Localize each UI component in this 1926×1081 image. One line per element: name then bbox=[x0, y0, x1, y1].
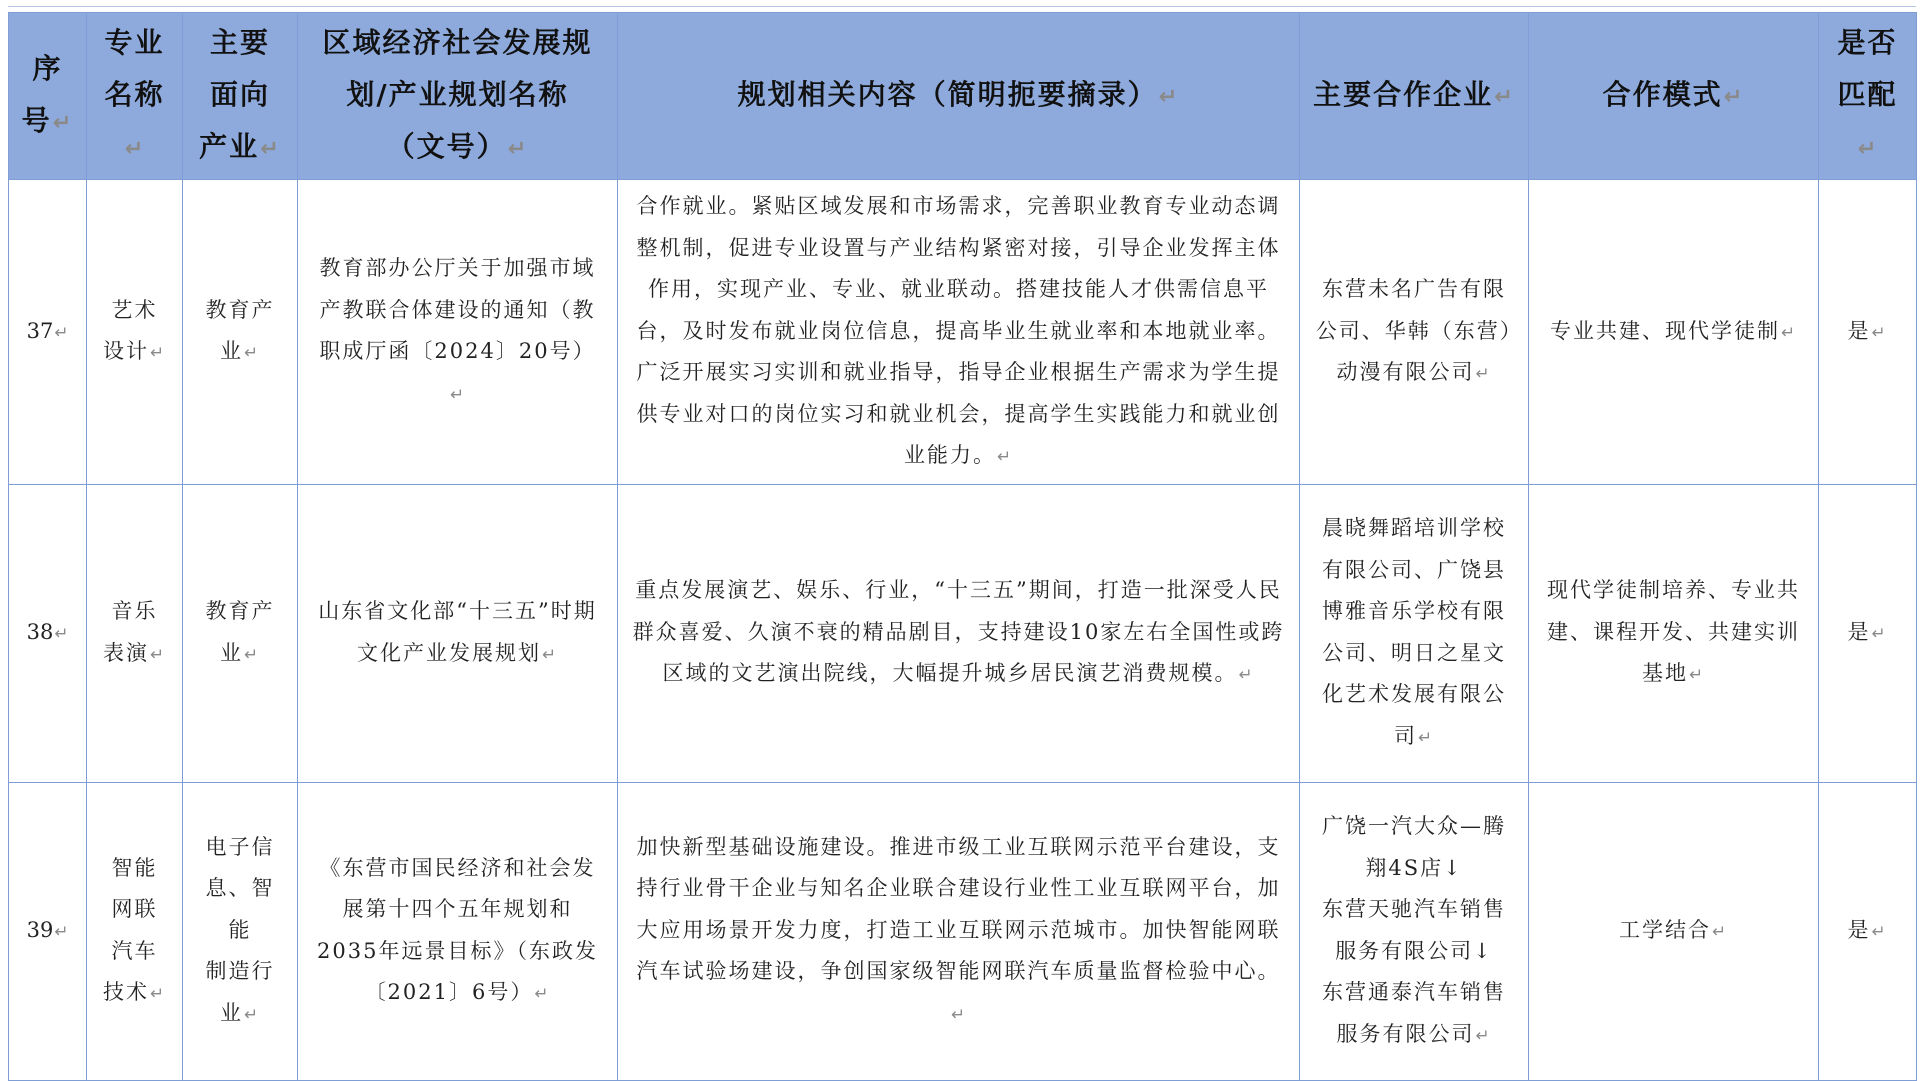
major-cell bbox=[87, 484, 183, 782]
plan-name: 《东营市国民经济和社会发展第十四个五年规划和2035年远景目标》（东政发〔2021〕6号） bbox=[317, 855, 598, 1004]
plan-name: 教育部办公厅关于加强市域产教联合体建设的通知（教职成厅函〔2024〕20号） bbox=[319, 256, 596, 364]
partners: 晨晓舞蹈培训学校有限公司、广饶县博雅音乐学校有限公司、明日之星文化艺术发展有限公司 bbox=[1322, 516, 1506, 748]
paragraph-mark-icon: ↵ bbox=[149, 983, 167, 1003]
mode-cell bbox=[1529, 484, 1819, 782]
industry-name: 电子信 息、智能 制造行 业 bbox=[205, 834, 275, 1025]
partners-cell bbox=[1300, 782, 1529, 1080]
paragraph-mark-icon: ↵ bbox=[54, 920, 69, 941]
match-value: 是 bbox=[1847, 619, 1871, 644]
paragraph-mark-icon: ↵ bbox=[1475, 363, 1492, 383]
planning-match-table bbox=[8, 12, 1917, 1081]
mode-cell bbox=[1529, 180, 1819, 485]
header-no-label: 序 号 bbox=[21, 52, 63, 137]
table-row bbox=[9, 484, 1917, 782]
table-row bbox=[9, 782, 1917, 1080]
plan-name-cell bbox=[298, 484, 618, 782]
partners-cell bbox=[1300, 180, 1529, 485]
industry-cell bbox=[183, 180, 298, 485]
match-value: 是 bbox=[1847, 318, 1871, 343]
paragraph-mark-icon: ↵ bbox=[243, 1003, 261, 1024]
header-plan-content bbox=[618, 13, 1300, 180]
plan-content: 加快新型基础设施建设。推进市级工业互联网示范平台建设，支持行业骨干企业与知名企业联合建设行业性工业互联网平台，加大应用场景开发力度，打造工业互联网示范城市。加快智能网联汽车试验场建设，争创国家级智能网联汽车质量监督检验中心。 bbox=[636, 834, 1281, 984]
header-match bbox=[1819, 13, 1917, 180]
industry-name: 教育产 业 bbox=[205, 297, 275, 364]
paragraph-mark-icon: ↵ bbox=[1871, 321, 1888, 342]
header-no bbox=[9, 13, 87, 180]
partners-cell bbox=[1300, 484, 1529, 782]
paragraph-mark-icon: ↵ bbox=[54, 622, 69, 643]
paragraph-mark-icon: ↵ bbox=[541, 643, 559, 664]
header-partners-label: 主要合作企业 bbox=[1313, 78, 1494, 111]
header-match-label: 是否 匹配 bbox=[1837, 26, 1898, 111]
row-no: 37 bbox=[26, 318, 54, 343]
plan-name: 山东省文化部“十三五”时期文化产业发展规划 bbox=[318, 599, 597, 665]
header-plan-content-label: 规划相关内容（简明扼要摘录） bbox=[737, 78, 1158, 111]
plan-name-cell bbox=[298, 180, 618, 485]
header-industry-label: 主要 面向 产业 bbox=[199, 26, 270, 163]
plan-content: 合作就业。紧贴区域发展和市场需求，完善职业教育专业动态调整机制，促进专业设置与产业结构紧密对接，引导企业发挥主体作用，实现产业、专业、就业联动。搭建技能人才供需信息平台，及时发布就业岗位信息，提高毕业生就业率和本地就业率。广泛开展实习实训和就业指导，指导企业根据生产需求为学生提供专业对口的岗位实习和就业机会，提高学生实践能力和就业创业能力。 bbox=[636, 194, 1281, 467]
plan-content-cell bbox=[618, 782, 1300, 1080]
header-partners bbox=[1300, 13, 1529, 180]
paragraph-mark-icon: ↵ bbox=[243, 342, 261, 363]
plan-content: 重点发展演艺、娱乐、行业，“十三五”期间，打造一批深受人民群众喜爱、久演不衰的精品剧目，支持建设10家左右全国性或跨区域的文艺演出院线，大幅提升城乡居民演艺消费规模。 bbox=[632, 578, 1285, 686]
paragraph-mark-icon: ↵ bbox=[1475, 1024, 1492, 1045]
header-major-label: 专业 名称 bbox=[104, 26, 165, 111]
header-industry bbox=[183, 13, 298, 180]
cooperation-mode: 工学结合 bbox=[1618, 917, 1711, 942]
major-name: 艺术 设计 bbox=[102, 297, 158, 364]
paragraph-mark-icon: ↵ bbox=[507, 136, 529, 162]
paragraph-mark-icon: ↵ bbox=[1780, 321, 1798, 342]
header-major bbox=[87, 13, 183, 180]
header-plan-name bbox=[298, 13, 618, 180]
paragraph-mark-icon: ↵ bbox=[124, 136, 146, 162]
partners: 广饶一汽大众—腾翔4S店↓ 东营天驰汽车销售服务有限公司↓ 东营通泰汽车销售服务有限公司 bbox=[1322, 814, 1506, 1046]
paragraph-mark-icon: ↵ bbox=[950, 1003, 968, 1024]
partners: 东营未名广告有限公司、华韩（东营）动漫有限公司 bbox=[1315, 277, 1513, 384]
match-value: 是 bbox=[1847, 917, 1871, 942]
paragraph-mark-icon: ↵ bbox=[243, 643, 261, 664]
plan-content-cell bbox=[618, 180, 1300, 485]
row-no-cell bbox=[9, 180, 87, 485]
major-name: 音乐 表演 bbox=[102, 599, 158, 665]
paragraph-mark-icon: ↵ bbox=[1158, 84, 1180, 110]
major-cell bbox=[87, 180, 183, 485]
paragraph-mark-icon: ↵ bbox=[52, 110, 74, 136]
header-mode bbox=[1529, 13, 1819, 180]
row-no-cell bbox=[9, 484, 87, 782]
paragraph-mark-icon: ↵ bbox=[1688, 664, 1706, 685]
mode-cell bbox=[1529, 782, 1819, 1080]
paragraph-mark-icon: ↵ bbox=[149, 643, 167, 664]
paragraph-mark-icon: ↵ bbox=[996, 446, 1014, 466]
row-no: 39 bbox=[26, 917, 54, 942]
industry-name: 教育产 业 bbox=[205, 599, 275, 665]
paragraph-mark-icon: ↵ bbox=[54, 321, 69, 342]
paragraph-mark-icon: ↵ bbox=[1417, 726, 1435, 747]
paragraph-mark-icon: ↵ bbox=[1871, 622, 1888, 643]
match-cell bbox=[1819, 782, 1917, 1080]
paragraph-mark-icon: ↵ bbox=[534, 983, 551, 1003]
paragraph-mark-icon: ↵ bbox=[1711, 920, 1729, 941]
table-header-row bbox=[9, 13, 1917, 180]
table-row bbox=[9, 180, 1917, 485]
plan-content-cell bbox=[618, 484, 1300, 782]
cooperation-mode: 专业共建、现代学徒制 bbox=[1549, 318, 1780, 343]
industry-cell bbox=[183, 484, 298, 782]
paragraph-mark-icon: ↵ bbox=[1871, 920, 1888, 941]
match-cell bbox=[1819, 180, 1917, 485]
paragraph-mark-icon: ↵ bbox=[260, 136, 281, 162]
major-cell bbox=[87, 782, 183, 1080]
row-no: 38 bbox=[26, 619, 54, 644]
paragraph-mark-icon: ↵ bbox=[1857, 136, 1879, 162]
paragraph-mark-icon: ↵ bbox=[1723, 84, 1745, 110]
header-plan-name-label: 区域经济社会发展规 划/产业规划名称 （文号） bbox=[322, 26, 593, 163]
plan-name-cell bbox=[298, 782, 618, 1080]
header-mode-label: 合作模式 bbox=[1602, 78, 1723, 111]
row-no-cell bbox=[9, 782, 87, 1080]
industry-cell bbox=[183, 782, 298, 1080]
page-top-rule bbox=[8, 6, 1916, 7]
match-cell bbox=[1819, 484, 1917, 782]
paragraph-mark-icon: ↵ bbox=[449, 383, 467, 404]
paragraph-mark-icon: ↵ bbox=[1238, 664, 1255, 685]
major-name: 智能 网联 汽车 技术 bbox=[102, 855, 158, 1004]
paragraph-mark-icon: ↵ bbox=[1494, 84, 1515, 110]
cooperation-mode: 现代学徒制培养、专业共建、课程开发、共建实训基地 bbox=[1547, 578, 1800, 686]
paragraph-mark-icon: ↵ bbox=[149, 342, 167, 363]
